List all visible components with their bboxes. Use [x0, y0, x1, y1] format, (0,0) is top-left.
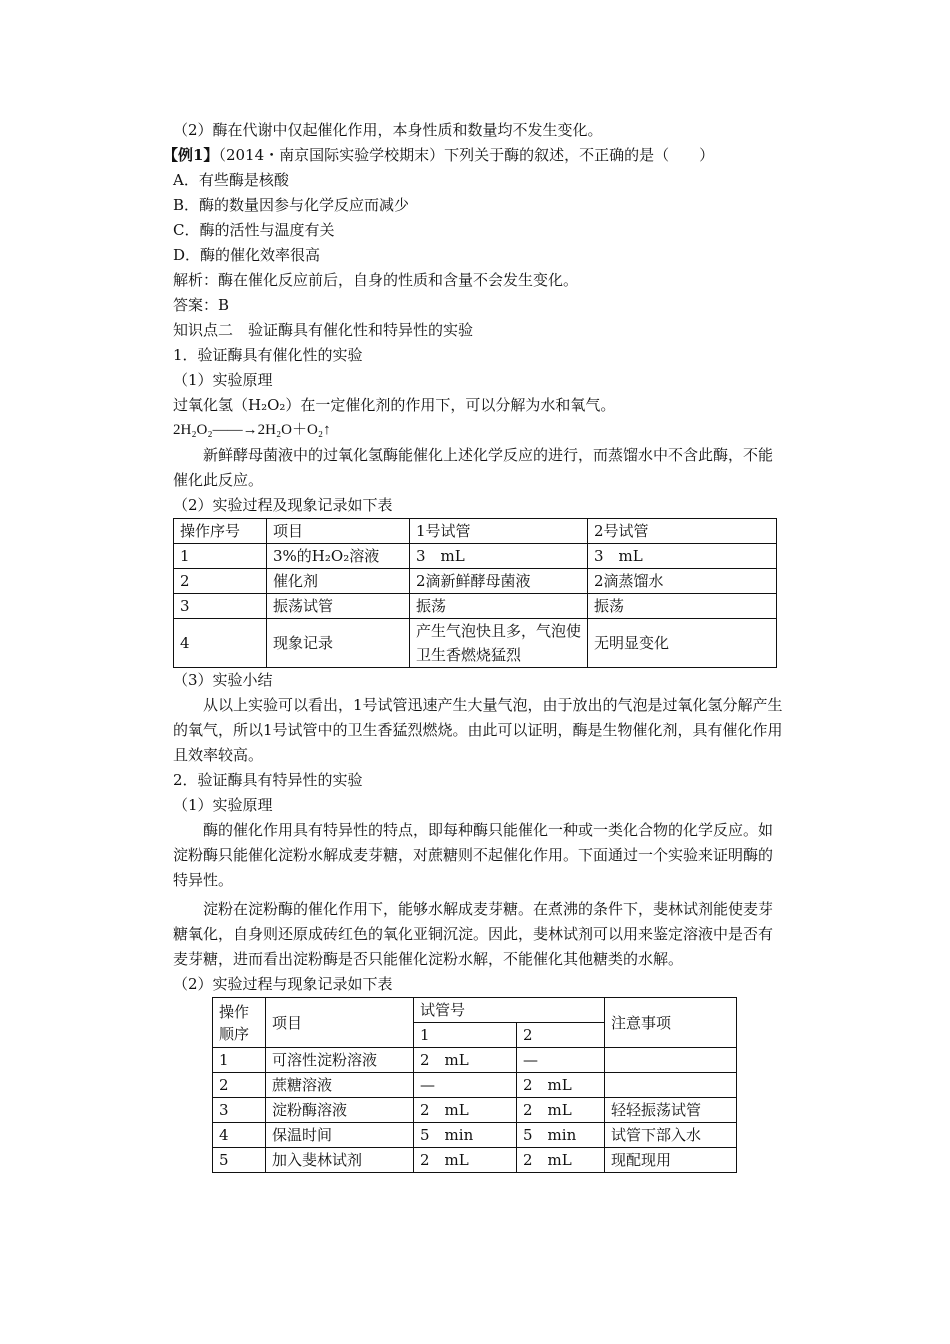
example-line — [163, 143, 783, 168]
table-cell: 2 mL — [517, 1098, 605, 1123]
table-cell: 现象记录 — [267, 619, 410, 668]
subsection-heading: （1）实验原理 — [173, 371, 273, 389]
table-cell: 5 min — [517, 1123, 605, 1148]
table-cell: 2滴新鲜酵母菌液 — [410, 569, 588, 594]
table-header-cell: 2号试管 — [588, 519, 777, 544]
table-cell: 2 mL — [517, 1073, 605, 1098]
table-cell: 3 mL — [410, 544, 588, 569]
table-row — [213, 1123, 737, 1148]
table-cell: 现配现用 — [605, 1148, 737, 1173]
table-cell: 蔗糖溶液 — [266, 1073, 414, 1098]
option-a: A．有些酶是核酸 — [173, 171, 289, 189]
text-line: （2）酶在代谢中仅起催化作用，本身性质和数量均不发生变化。 — [173, 121, 603, 139]
subsection-heading: （3）实验小结 — [173, 671, 273, 689]
table-cell: — — [517, 1048, 605, 1073]
paragraph: 从以上实验可以看出，1号试管迅速产生大量气泡，由于放出的气泡是过氧化氢分解产生的氧气，所以1号试管中的卫生香猛烈燃烧。由此可以证明，酶是生物催化剂，具有催化作用且效率较高。 — [173, 696, 783, 764]
table-cell: 3 mL — [588, 544, 777, 569]
table-cell: 5 — [213, 1148, 266, 1173]
table-header-row — [213, 998, 737, 1023]
table-cell: 催化剂 — [267, 569, 410, 594]
experiment-table-2 — [212, 997, 737, 1173]
table-cell — [605, 1073, 737, 1098]
table-header-cell: 2 — [517, 1023, 605, 1048]
table-cell: 2 mL — [517, 1148, 605, 1173]
table-cell: 2 mL — [414, 1148, 517, 1173]
paragraph: 淀粉在淀粉酶的催化作用下，能够水解成麦芽糖。在煮沸的条件下，斐林试剂能使麦芽糖氧化，自身则还原成砖红色的氧化亚铜沉淀。因此，斐林试剂可以用来鉴定溶液中是否有麦芽糖，进而看出淀粉酶是否只能催化淀粉水解，不能催化其他糖类的水解。 — [173, 900, 774, 968]
table-header-cell: 1号试管 — [410, 519, 588, 544]
analysis: 解析：酶在催化反应前后，自身的性质和含量不会发生变化。 — [173, 271, 579, 289]
table-cell: 淀粉酶溶液 — [266, 1098, 414, 1123]
table-row — [213, 1148, 737, 1173]
example-question: （2014・南京国际实验学校期末）下列关于酶的叙述，不正确的是（ ） — [218, 146, 715, 164]
table-cell: 2 — [213, 1073, 266, 1098]
table-row — [174, 544, 777, 569]
table-cell: 3%的H₂O₂溶液 — [267, 544, 410, 569]
table-cell: — — [414, 1073, 517, 1098]
table-header-cell: 注意事项 — [605, 998, 737, 1048]
table-row — [213, 1048, 737, 1073]
document-page — [163, 118, 783, 1173]
table-cell: 轻轻振荡试管 — [605, 1098, 737, 1123]
table-cell: 2滴蒸馏水 — [588, 569, 777, 594]
table-cell: 1 — [213, 1048, 266, 1073]
table-header-cell: 操作顺序 — [213, 998, 266, 1048]
subsection-heading: （2）实验过程及现象记录如下表 — [173, 496, 393, 514]
table-cell: 产生气泡快且多，气泡使卫生香燃烧猛烈 — [410, 619, 588, 668]
table-cell: 振荡试管 — [267, 594, 410, 619]
subsection-heading: （2）实验过程与现象记录如下表 — [173, 975, 393, 993]
table-cell — [605, 1048, 737, 1073]
section-heading: 1．验证酶具有催化性的实验 — [173, 346, 363, 364]
table-header-cell: 项目 — [267, 519, 410, 544]
table-cell: 2 mL — [414, 1098, 517, 1123]
table-cell: 3 — [213, 1098, 266, 1123]
table-cell: 2 mL — [414, 1048, 517, 1073]
table-header-cell: 项目 — [266, 998, 414, 1048]
paragraph: 酶的催化作用具有特异性的特点，即每种酶只能催化一种或一类化合物的化学反应。如淀粉酶只能催化淀粉水解成麦芽糖，对蔗糖则不起催化作用。下面通过一个实验来证明酶的特异性。 — [173, 821, 774, 889]
section-heading: 2．验证酶具有特异性的实验 — [173, 771, 363, 789]
table-cell: 4 — [174, 619, 267, 668]
subsection-heading: （1）实验原理 — [173, 796, 273, 814]
knowledge-point-heading: 知识点二 验证酶具有催化性和特异性的实验 — [173, 321, 474, 339]
table-cell: 1 — [174, 544, 267, 569]
table-cell: 试管下部入水 — [605, 1123, 737, 1148]
table-row — [174, 594, 777, 619]
table-cell: 3 — [174, 594, 267, 619]
option-b: B．酶的数量因参与化学反应而减少 — [173, 196, 410, 214]
table-row — [174, 619, 777, 668]
table-cell: 振荡 — [410, 594, 588, 619]
table-row — [213, 1098, 737, 1123]
example-label: 【例1】 — [163, 146, 219, 164]
table-header-cell: 试管号 — [414, 998, 605, 1023]
option-c: C．酶的活性与温度有关 — [173, 221, 335, 239]
table-header-cell: 操作序号 — [174, 519, 267, 544]
principle-text: 过氧化氢（H₂O₂）在一定催化剂的作用下，可以分解为水和氧气。 — [173, 396, 616, 414]
experiment-table-1 — [173, 518, 777, 668]
table-cell: 振荡 — [588, 594, 777, 619]
table-cell: 5 min — [414, 1123, 517, 1148]
table-cell: 无明显变化 — [588, 619, 777, 668]
table-header-cell: 1 — [414, 1023, 517, 1048]
paragraph: 新鲜酵母菌液中的过氧化氢酶能催化上述化学反应的进行，而蒸馏水中不含此酶，不能催化此反应。 — [173, 446, 774, 489]
table-cell: 保温时间 — [266, 1123, 414, 1148]
table-cell: 可溶性淀粉溶液 — [266, 1048, 414, 1073]
table-header-row — [174, 519, 777, 544]
table-row — [174, 569, 777, 594]
table-cell: 2 — [174, 569, 267, 594]
answer: 答案：B — [173, 296, 230, 314]
option-d: D．酶的催化效率很高 — [173, 246, 321, 264]
chemical-equation: 2H₂O₂——→2H₂O＋O₂↑ — [173, 422, 331, 438]
table-cell: 加入斐林试剂 — [266, 1148, 414, 1173]
table-row — [213, 1073, 737, 1098]
table-cell: 4 — [213, 1123, 266, 1148]
